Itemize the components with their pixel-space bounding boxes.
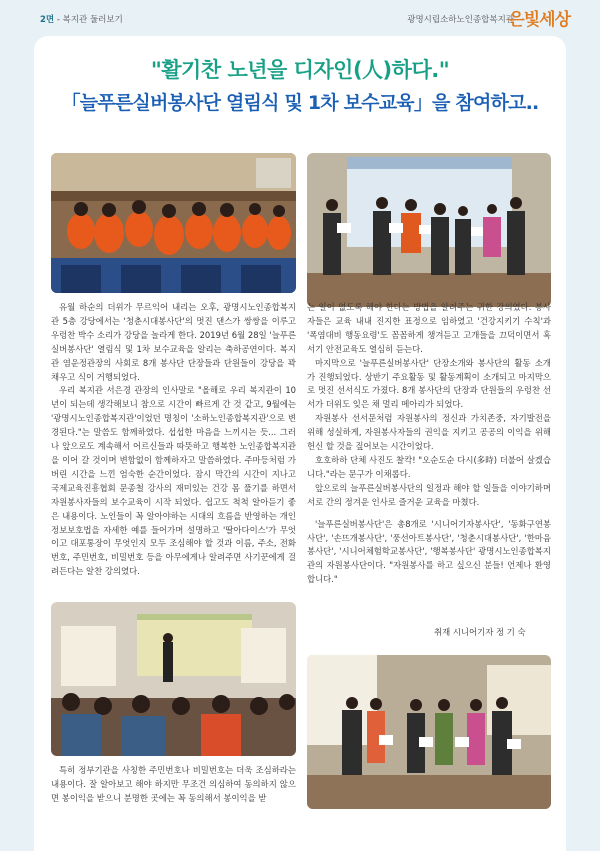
lecture-photo bbox=[51, 602, 296, 756]
article-title: "활기찬 노년을 디자인(人)하다." bbox=[150, 58, 450, 82]
paragraph: 특히 정부기관을 사칭한 주민번호나 비밀번호는 더욱 조심하라는 내용이다. 잘 알아보고 해야 하지만 무조건 의심하여 동의하지 않으면 봉이익을 받으니 분명한 곳에는 꼭 동의해서 봉이익을 받 bbox=[51, 765, 296, 803]
paragraph: 우리 복지관 서은경 관장의 인사말로 "올해로 우리 복지관이 10년이 되는데 생각해보니 참으로 시간이 빠르게 간 것 같고, 9월에는 '광명시노인종합복지관'이었던 명칭이 '소하노인종합복지관'으로 변경된다."는 말씀도 함께하였다. 섭섭한 마음을 느끼시는 듯... 그러나 앞으로도 계속해서 어르신들과 따뜻하고 행복한 노인종합복지관을 이어 갈 것이며 변함없이 함께하자고 말씀하였다. 주마등처럼 가버린 시간을 느낀 엄숙한 순간이었다. 잠시 막간의 시간이 지나고 국제교육진흥협회 문종철 강사의 재미있는 건강 몸 풀기를 하면서 자원봉사자들의 보수교육이 시작 되었다. 쉽고도 척척 알아듣기 좋은 내용이다. 노인들이 꼭 알아야하는 시대의 흐름을 반영하는 개인정보보호법을 자세한 예를 들어가며 설명하고 '딸아다이스'가 무엇이고 대포통장이 무엇인지 모두 조심해야 할 것과 이름, 주소, 전화번호, 주민번호, 비밀번호 등을 아무에게나 알려주면 사기꾼에게 걸려든다는 알찬 강의였다. bbox=[51, 385, 296, 577]
pledge-ceremony-photo bbox=[307, 153, 551, 307]
organization-name: 광명시립소하노인종합복지관 bbox=[407, 15, 514, 25]
paragraph: 호호하하 단체 사진도 찰칵! "오순도순 다시(多時) 더불어 살겠습니다."라는 문구가 이채롭다. bbox=[307, 454, 551, 479]
page-header bbox=[0, 0, 600, 34]
paragraph: 자원봉사 선서문처럼 자원봉사의 정신과 가치존중, 자기발전을 위해 성실하게, 자원봉사자들의 권익을 지키고 공공의 이익을 위해 헌신 할 것을 짚어보는 시간이었다. bbox=[307, 413, 551, 452]
paragraph: 유월 하순의 더위가 무르익어 내리는 오후, 광명시노인종합복지관 5층 강당에서는 '청춘시대봉사단'의 멋진 댄스가 쌍쌍을 이루고 우렁찬 박수 소리가 강당을 놀라게 한다. 2019년 6월 28일 '늘푸른실버봉사단' 열림식 및 1차 보수교육을 알리는 축하공연이다. 복지관 염운정관장의 사회로 8개 봉사단 단장들과 단원들이 강당을 꽉 채우고 식이 거행되었다. bbox=[51, 302, 296, 382]
article-byline: 취재 시니어기자 정 기 숙 bbox=[434, 627, 526, 637]
paragraph: 앞으로의 늘푸른실버봉사단의 일정과 해야 할 일들을 이야기하며 서로 간의 정겨운 인사로 즐거운 교육을 마쳤다. bbox=[307, 482, 551, 507]
article-subtitle: 「늘푸른실버봉사단 열림식 및 1차 보수교육」을 참여하고.. bbox=[61, 92, 539, 114]
section-label: 2면 - 복지관 둘러보기 bbox=[40, 15, 123, 25]
group-photo bbox=[307, 655, 551, 809]
paragraph: 는 일이 없도록 해야 한다는 방법을 알려주는 귀한 강의였다. 봉사자들은 교육 내내 진지한 표정으로 임하였고 '건강지키기 수칙'과 '폭염대비 행동요령'도 꼼꼼하게 챙겨듣고 고개들을 끄덕이면서 혹서기 안전교육도 열심히 듣는다. bbox=[307, 302, 551, 354]
right-column-text bbox=[307, 301, 551, 587]
newsletter-logo: 은빛세상 bbox=[508, 10, 570, 30]
paragraph: '늘푸른실버봉사단'은 총8개로 '시니어기자봉사단', '동화구연봉사단', '손뜨개봉사단', '풍선아트봉사단', '청춘시대봉사단', '한마음봉사단', '시니어체험학교봉사단', '행복봉사단' 광명시노인종합복지관의 자원봉사단이다. "자원봉사를 하고 싶으신 분들! 언제나 환영합니다." bbox=[307, 518, 551, 585]
left-column-bottom-text bbox=[51, 764, 296, 806]
paragraph: 마지막으로 '늘푸른실버봉사단' 단장소개와 봉사단의 활동 소개가 진행되었다. 상반기 주요활동 및 활동계획이 소개되고 마지막으로 멋진 선서식도 가졌다. 8개 봉사단의 단장과 단원들의 우렁찬 선서가 더위도 잊은 채 멀리 메아리가 되었다. bbox=[307, 357, 551, 410]
left-column-text bbox=[51, 301, 296, 579]
article-card bbox=[34, 36, 566, 851]
dance-performance-photo bbox=[51, 153, 296, 293]
